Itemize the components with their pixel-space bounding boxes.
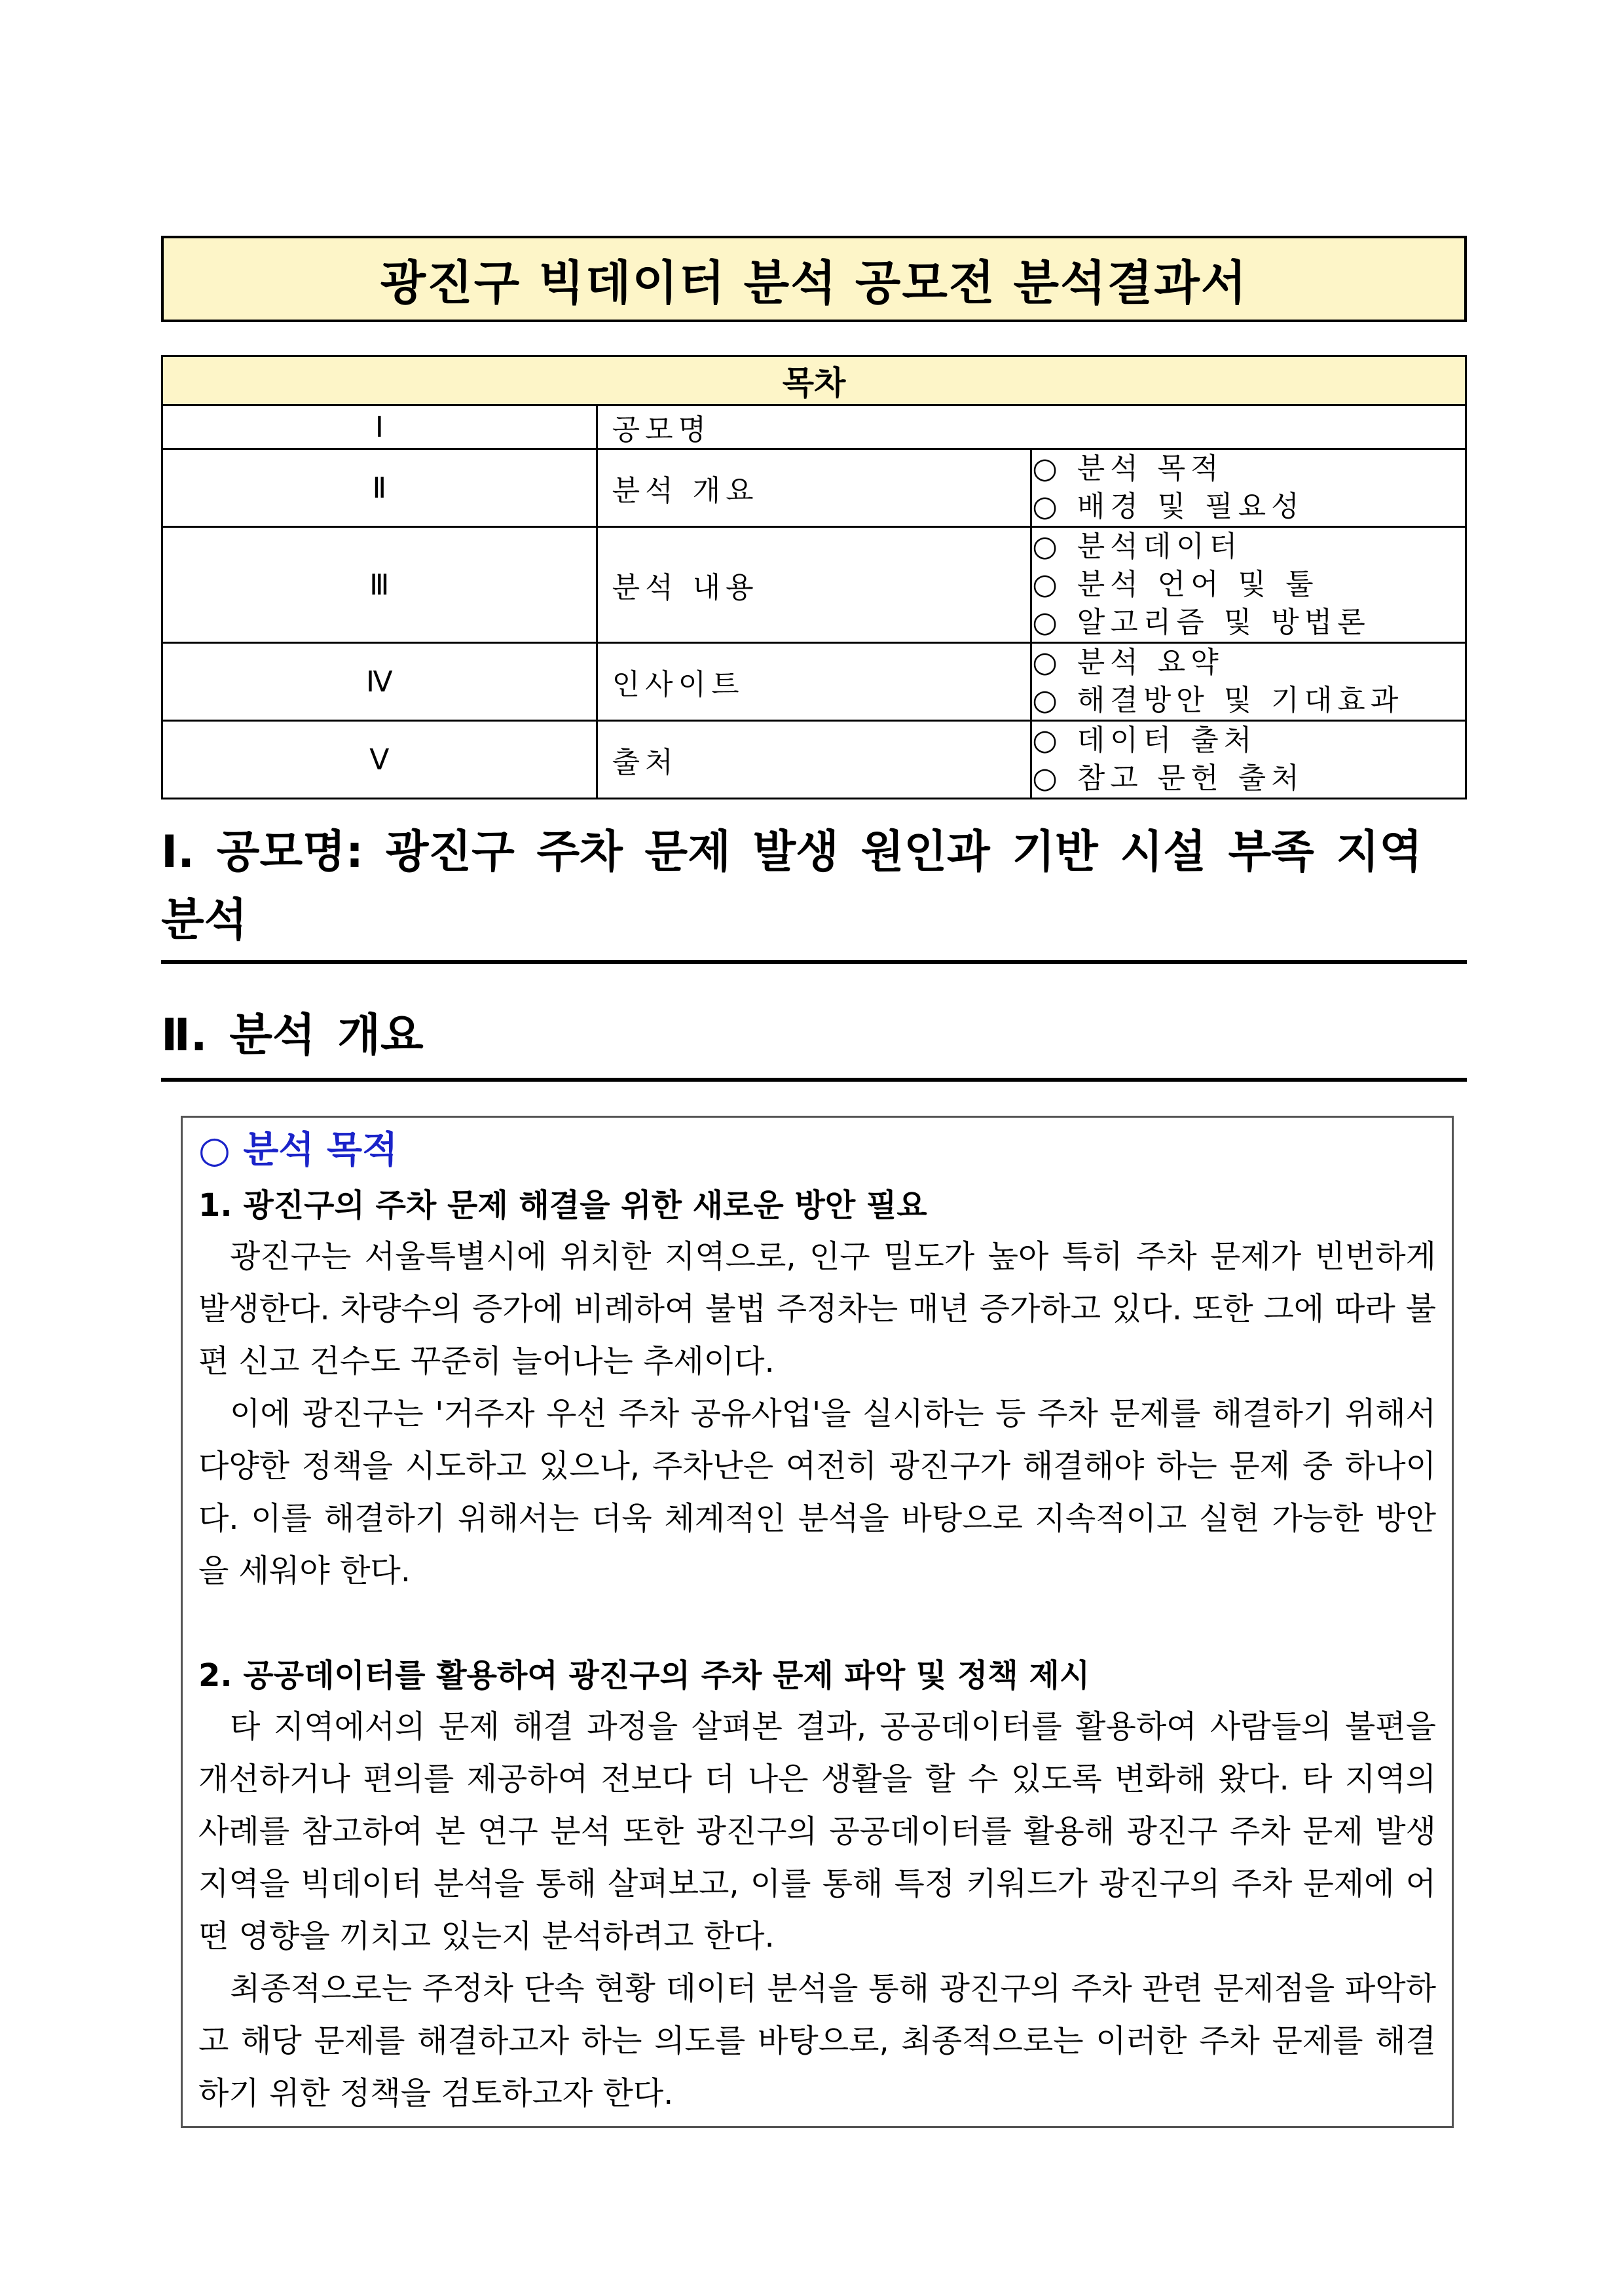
toc-row-number: Ⅴ: [162, 721, 597, 799]
toc-row: [162, 721, 1466, 799]
toc-item: ○ 분석 언어 및 툴: [1032, 568, 1319, 601]
toc-row: [162, 527, 1466, 643]
toc-item: ○ 데이터 출처: [1032, 724, 1257, 757]
toc-item: ○ 분석 요약: [1032, 646, 1224, 679]
toc-row-name: 출처: [597, 721, 1031, 799]
subheading-1: 1. 광진구의 주차 문제 해결을 위한 새로운 방안 필요: [198, 1187, 927, 1224]
subheading-2: 2. 공공데이터를 활용하여 광진구의 주차 문제 파악 및 정책 제시: [198, 1657, 1090, 1694]
section-1-heading: Ⅰ. 공모명: 광진구 주차 문제 발생 원인과 기반 시설 부족 지역 분석: [161, 818, 1467, 964]
spacer: [198, 1597, 1436, 1649]
toc-row-name: 인사이트: [597, 643, 1031, 721]
paragraph: 광진구는 서울특별시에 위치한 지역으로, 인구 밀도가 높아 특히 주차 문제가 빈번하게 발생한다. 차량수의 증가에 비례하여 불법 주정차는 매년 증가하고 있다. 또한 그에 따라 불편 신고 건수도 꾸준히 늘어나는 추세이다.: [198, 1238, 1436, 1380]
paragraph: 이에 광진구는 '거주자 우선 주차 공유사업'을 실시하는 등 주차 문제를 해결하기 위해서 다양한 정책을 시도하고 있으나, 주차난은 여전히 광진구가 해결해야 하는 문제 중 하나이다. 이를 해결하기 위해서는 더욱 체계적인 분석을 바탕으로 지속적이고 실현 가능한 방안을 세워야 한다.: [198, 1395, 1436, 1589]
toc-item: ○ 분석 목적: [1032, 452, 1224, 485]
toc-row-name: 공모명: [597, 405, 1466, 449]
toc-row-number: Ⅳ: [162, 643, 597, 721]
section-2-heading: Ⅱ. 분석 개요: [161, 1002, 1467, 1082]
paragraph: 최종적으로는 주정차 단속 현황 데이터 분석을 통해 광진구의 주차 관련 문제점을 파악하고 해당 문제를 해결하고자 하는 의도를 바탕으로, 최종적으로는 이러한 주차 문제를 해결하기 위한 정책을 검토하고자 한다.: [198, 1970, 1436, 2112]
toc-row-number: Ⅰ: [162, 405, 597, 449]
paragraph: 타 지역에서의 문제 해결 과정을 살펴본 결과, 공공데이터를 활용하여 사람들의 불편을 개선하거나 편의를 제공하여 전보다 더 나은 생활을 할 수 있도록 변화해 왔다. 타 지역의 사례를 참고하여 본 연구 분석 또한 광진구의 공공데이터를 활용해 광진구 주차 문제 발생 지역을 빅데이터 분석을 통해 살펴보고, 이를 통해 특정 키워드가 광진구의 주차 문제에 어떤 영향을 끼치고 있는지 분석하려고 한다.: [198, 1708, 1436, 1955]
toc-row-items: [1031, 721, 1466, 799]
toc-header: 목차: [162, 356, 1466, 405]
toc-row: [162, 405, 1466, 449]
toc-item: ○ 알고리즘 및 방법론: [1032, 606, 1371, 639]
toc-row-items: [1031, 527, 1466, 643]
toc-row-number: Ⅲ: [162, 527, 597, 643]
toc-item: ○ 배경 및 필요성: [1032, 490, 1304, 523]
toc-item: ○ 해결방안 및 기대효과: [1032, 684, 1404, 717]
toc-item: ○ 참고 문헌 출처: [1032, 762, 1304, 795]
analysis-purpose-box: [181, 1116, 1454, 2128]
toc-item: ○ 분석데이터: [1032, 530, 1243, 563]
toc-row: [162, 643, 1466, 721]
toc-row-number: Ⅱ: [162, 449, 597, 527]
toc-row-name: 분석 내용: [597, 527, 1031, 643]
toc-row: [162, 449, 1466, 527]
toc-row-name: 분석 개요: [597, 449, 1031, 527]
toc-row-items: [1031, 643, 1466, 721]
box-heading: ○ 분석 목적: [198, 1129, 398, 1171]
toc-row-items: [1031, 449, 1466, 527]
toc-table: [161, 355, 1467, 799]
document-title: 광진구 빅데이터 분석 공모전 분석결과서: [161, 236, 1467, 322]
